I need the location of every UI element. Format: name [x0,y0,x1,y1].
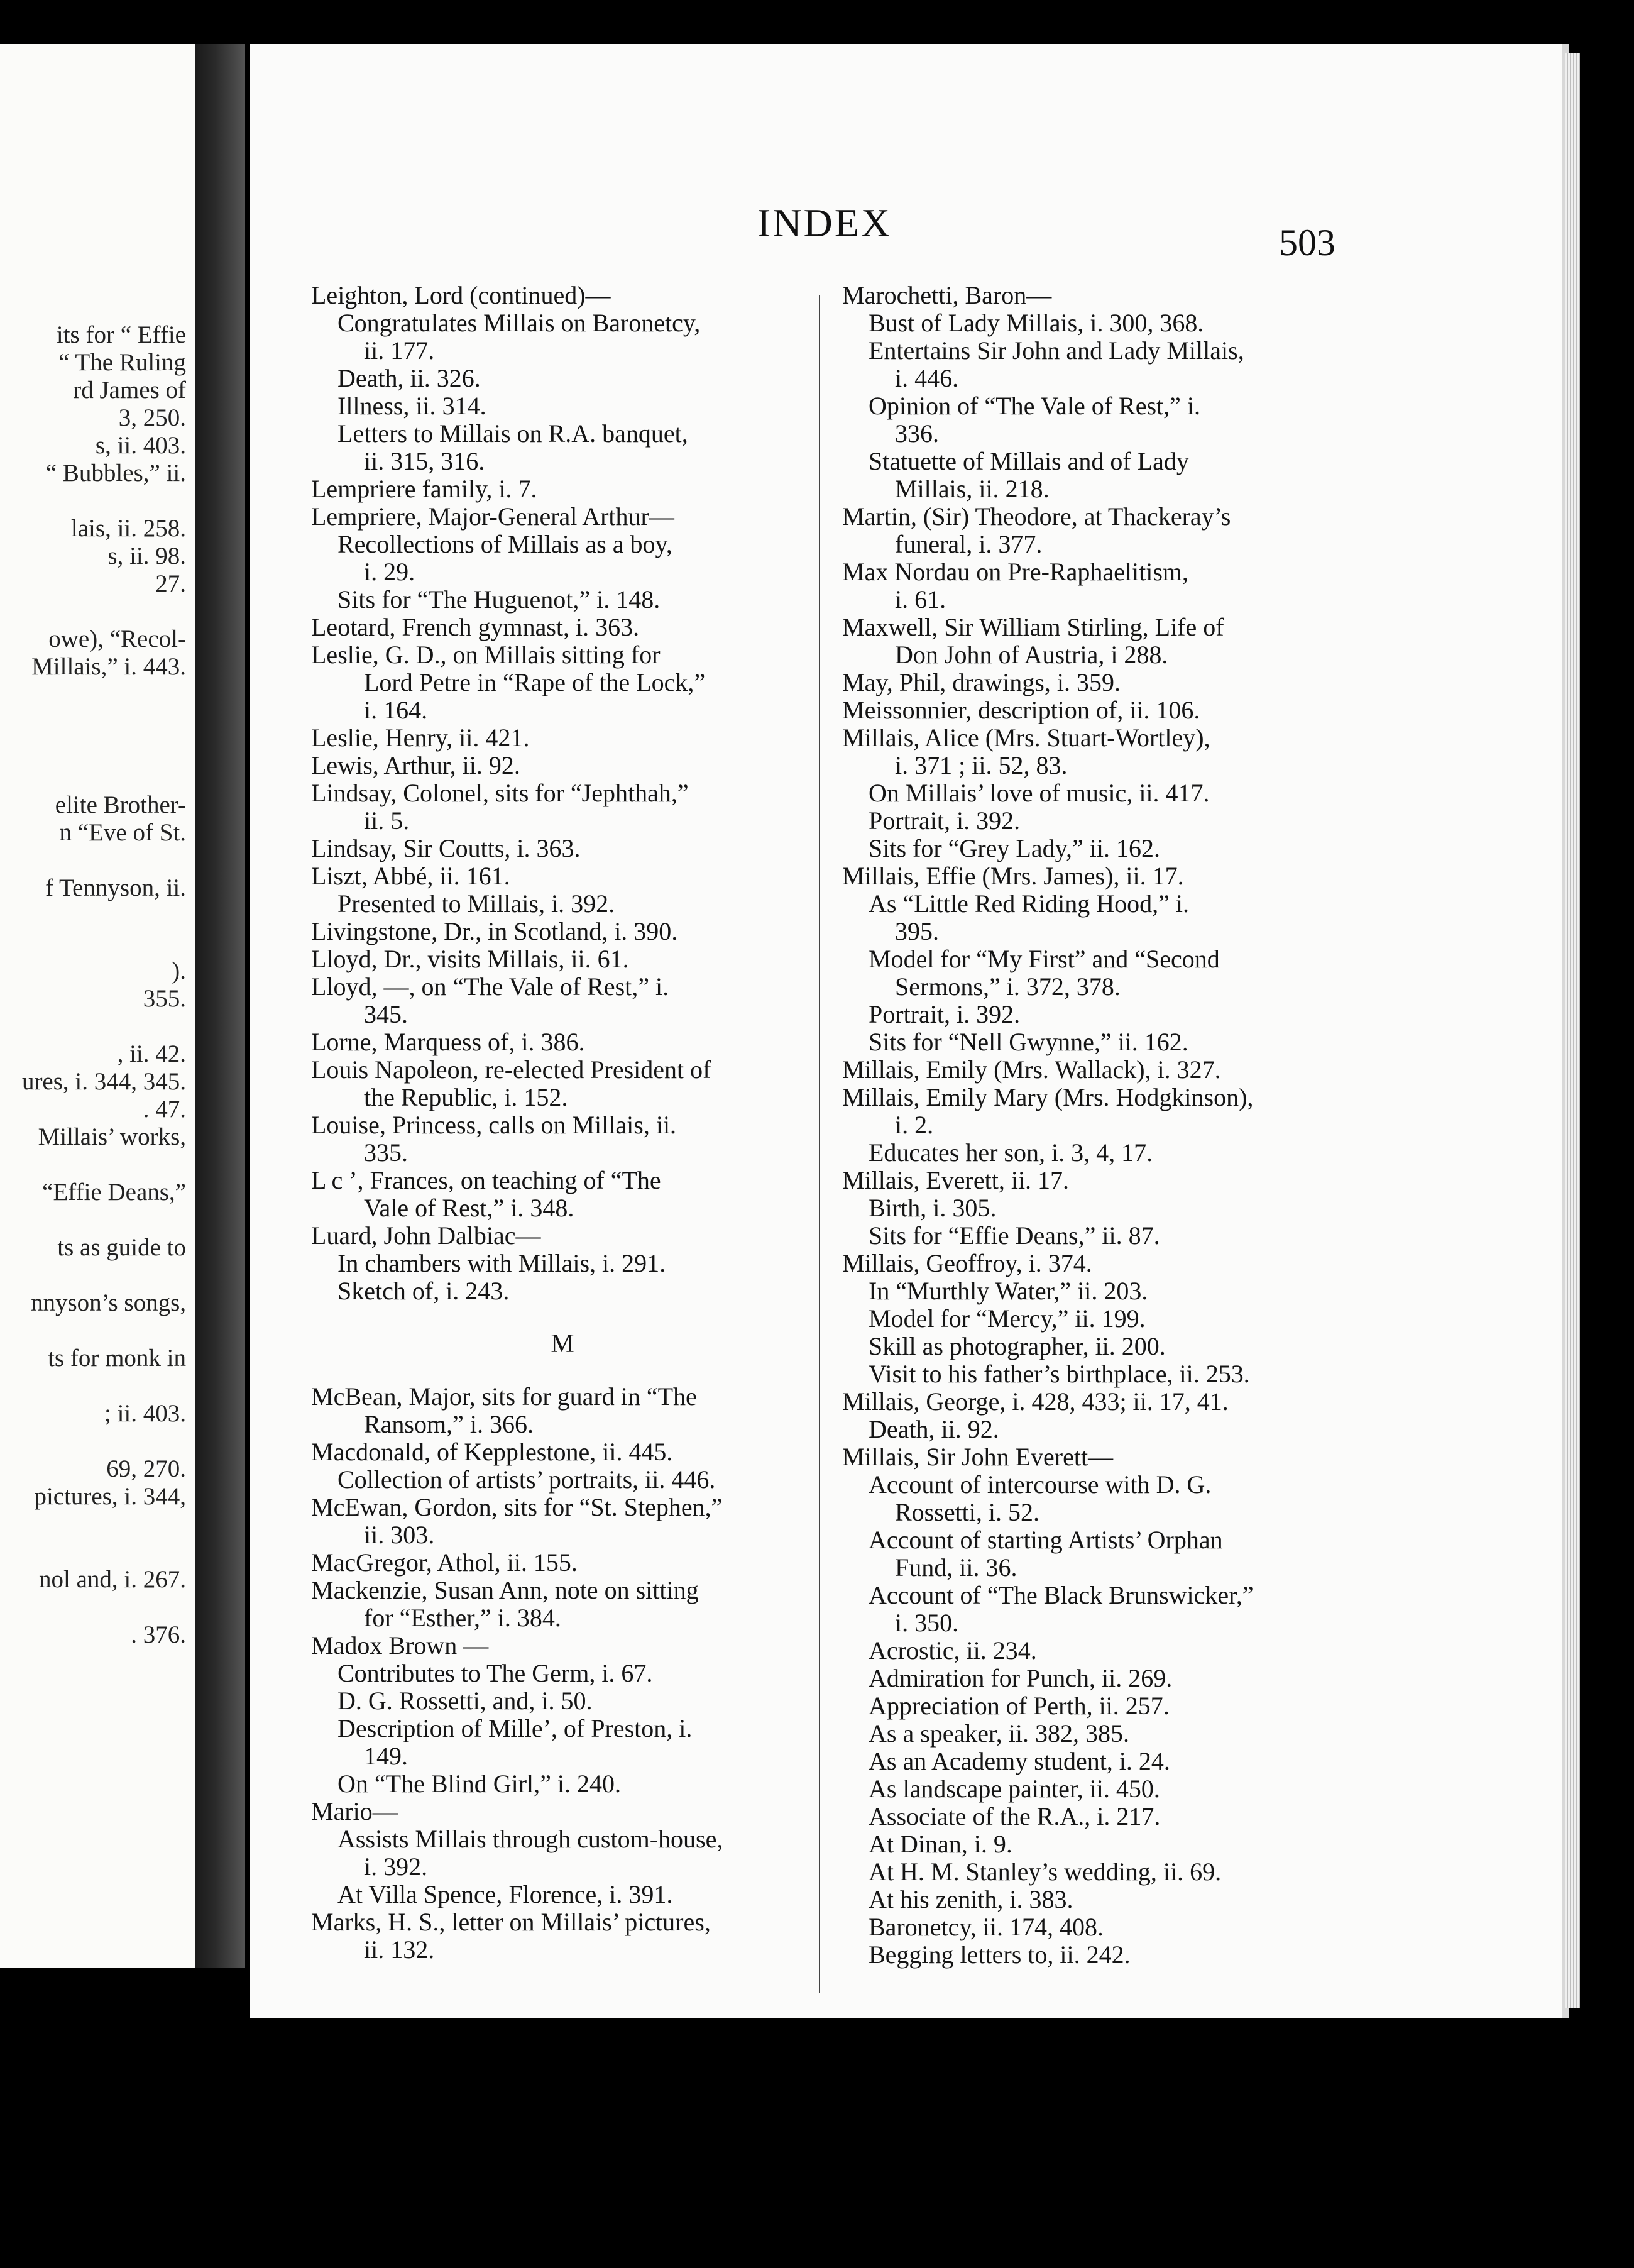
facing-page-text-fragment: nnyson’s songs, [30,1289,186,1316]
index-entry: Millais, George, i. 428, 433; ii. 17, 41. [842,1387,1229,1416]
index-entry: Millais, Sir John Everett— [842,1443,1114,1471]
facing-page-text-fragment: f Tennyson, ii. [45,874,186,901]
index-entry: Millais, Emily (Mrs. Wallack), i. 327. [842,1055,1221,1084]
index-subentry: At Dinan, i. 9. [869,1830,1012,1858]
index-subentry: On “The Blind Girl,” i. 240. [337,1770,622,1798]
facing-page-text-fragment: n “Eve of St. [59,819,186,846]
page-title: INDEX [757,201,892,245]
index-entry: Millais, Everett, ii. 17. [842,1166,1070,1194]
index-subentry: 345. [364,1000,408,1028]
index-entry: McBean, Major, sits for guard in “The [311,1382,697,1411]
facing-page-text-fragment: its for “ Effie [56,321,186,348]
index-subentry: 149. [364,1742,408,1770]
index-subentry: Account of starting Artists’ Orphan [869,1526,1223,1554]
index-subentry: for “Esther,” i. 384. [364,1604,561,1632]
index-subentry: i. 392. [364,1852,428,1881]
index-subentry: Contributes to The Germ, i. 67. [337,1659,653,1687]
facing-page-text-fragment: 3, 250. [118,404,186,431]
index-subentry: As an Academy student, i. 24. [869,1747,1170,1775]
index-subentry: the Republic, i. 152. [364,1083,568,1111]
index-entry: Lorne, Marquess of, i. 386. [311,1028,585,1056]
facing-page-text-fragment: s, ii. 98. [107,542,186,570]
index-subentry: Skill as photographer, ii. 200. [869,1332,1166,1360]
index-entry: Lloyd, Dr., visits Millais, ii. 61. [311,945,629,973]
index-subentry: Recollections of Millais as a boy, [337,530,672,558]
index-subentry: Ransom,” i. 366. [364,1410,534,1438]
index-subentry: funeral, i. 377. [895,530,1043,558]
index-subentry: Admiration for Punch, ii. 269. [869,1664,1173,1692]
index-entry: Leslie, Henry, ii. 421. [311,724,530,752]
index-subentry: Model for “Mercy,” ii. 199. [869,1304,1146,1333]
index-subentry: Sits for “The Huguenot,” i. 148. [337,585,661,614]
index-entry: Luard, John Dalbiac— [311,1221,541,1250]
index-subentry: Lord Petre in “Rape of the Lock,” [364,668,706,696]
index-entry: Millais, Emily Mary (Mrs. Hodgkinson), [842,1083,1254,1111]
index-subentry: Acrostic, ii. 234. [869,1636,1037,1665]
index-column-left [311,282,814,1964]
index-subentry: Opinion of “The Vale of Rest,” i. [869,392,1201,420]
index-entry: Louis Napoleon, re-elected President of [311,1055,711,1084]
index-entry: Louise, Princess, calls on Millais, ii. [311,1111,677,1139]
index-subentry: ii. 132. [364,1935,435,1964]
index-subentry: Sits for “Grey Lady,” ii. 162. [869,834,1160,862]
index-subentry: Appreciation of Perth, ii. 257. [869,1692,1170,1720]
section-letter-heading: M [551,1329,574,1358]
facing-page-text-fragment: Millais,” i. 443. [31,653,186,680]
index-subentry: ii. 315, 316. [364,447,485,475]
index-entry: Lloyd, —, on “The Vale of Rest,” i. [311,972,669,1001]
index-subentry: 395. [895,917,939,945]
index-subentry: Sits for “Effie Deans,” ii. 87. [869,1221,1160,1250]
book-gutter [195,44,245,1968]
index-subentry: Collection of artists’ portraits, ii. 446. [337,1465,716,1494]
index-subentry: Baronetcy, ii. 174, 408. [869,1913,1104,1941]
index-entry: Mario— [311,1797,398,1825]
facing-page-text-fragment: Millais’ works, [38,1123,186,1150]
index-subentry: i. 371 ; ii. 52, 83. [895,751,1068,779]
index-entry: Marks, H. S., letter on Millais’ pictures, [311,1908,711,1936]
page-stack-edge [1565,53,1580,2008]
index-subentry: ii. 5. [364,806,410,835]
index-subentry: Entertains Sir John and Lady Millais, [869,336,1244,365]
index-entry: Leslie, G. D., on Millais sitting for [311,641,661,669]
index-entry: MacGregor, Athol, ii. 155. [311,1548,578,1577]
index-subentry: Educates her son, i. 3, 4, 17. [869,1138,1153,1167]
index-subentry: Sits for “Nell Gwynne,” ii. 162. [869,1028,1188,1056]
index-subentry: 336. [895,419,939,448]
facing-page-text-fragment: ures, i. 344, 345. [21,1068,186,1095]
index-entry: McEwan, Gordon, sits for “St. Stephen,” [311,1493,723,1521]
index-entry: Macdonald, of Kepplestone, ii. 445. [311,1438,673,1466]
index-subentry: As “Little Red Riding Hood,” i. [869,889,1189,918]
facing-page-text-fragment: ; ii. 403. [104,1400,186,1427]
index-subentry: Sermons,” i. 372, 378. [895,972,1121,1001]
index-subentry: In chambers with Millais, i. 291. [337,1249,666,1277]
index-subentry: i. 446. [895,364,959,392]
index-subentry: Rossetti, i. 52. [895,1498,1040,1526]
index-subentry: Assists Millais through custom-house, [337,1825,723,1853]
index-subentry: 335. [364,1138,408,1167]
index-column-right [842,282,1345,1969]
index-subentry: Fund, ii. 36. [895,1553,1017,1582]
index-subentry: i. 2. [895,1111,934,1139]
index-entry: Martin, (Sir) Theodore, at Thackeray’s [842,502,1231,531]
facing-page-text-fragment: rd James of [73,377,186,404]
facing-page-text-fragment: “ Bubbles,” ii. [45,460,186,487]
facing-page-text-fragment: lais, ii. 258. [70,515,186,542]
index-entry: Leotard, French gymnast, i. 363. [311,613,640,641]
index-subentry: Presented to Millais, i. 392. [337,889,615,918]
index-subentry: Congratulates Millais on Baronetcy, [337,309,701,337]
column-divider [819,295,820,1993]
index-subentry: Don John of Austria, i 288. [895,641,1168,669]
facing-page-text-fragment: . 376. [131,1621,186,1648]
facing-page-text-fragment: pictures, i. 344, [34,1483,186,1510]
index-subentry: ii. 303. [364,1521,435,1549]
index-subentry: ii. 177. [364,336,435,365]
index-entry: Liszt, Abbé, ii. 161. [311,862,510,890]
facing-page-text-fragment: 69, 270. [106,1455,186,1482]
facing-page-text-fragment: “ The Ruling [58,349,186,376]
index-subentry: Associate of the R.A., i. 217. [869,1802,1161,1830]
index-subentry: i. 164. [364,696,428,724]
index-subentry: Death, ii. 326. [337,364,481,392]
index-subentry: Bust of Lady Millais, i. 300, 368. [869,309,1204,337]
facing-page-text-fragment: ts for monk in [48,1345,186,1372]
index-subentry: Statuette of Millais and of Lady [869,447,1189,475]
index-entry: Lempriere, Major-General Arthur— [311,502,674,531]
index-subentry: Death, ii. 92. [869,1415,999,1443]
index-subentry: As landscape painter, ii. 450. [869,1775,1160,1803]
index-subentry: D. G. Rossetti, and, i. 50. [337,1687,593,1715]
index-entry: Mackenzie, Susan Ann, note on sitting [311,1576,699,1604]
index-subentry: Portrait, i. 392. [869,1000,1021,1028]
index-subentry: i. 29. [364,558,415,586]
index-subentry: As a speaker, ii. 382, 385. [869,1719,1129,1748]
index-subentry: At Villa Spence, Florence, i. 391. [337,1880,673,1908]
index-subentry: At H. M. Stanley’s wedding, ii. 69. [869,1858,1222,1886]
index-subentry: On Millais’ love of music, ii. 417. [869,779,1210,807]
facing-page-text-fragment: ts as guide to [57,1234,186,1261]
index-subentry: At his zenith, i. 383. [869,1885,1073,1913]
index-subentry: Model for “My First” and “Second [869,945,1220,973]
index-entry: May, Phil, drawings, i. 359. [842,668,1121,696]
index-subentry: Account of intercourse with D. G. [869,1470,1212,1499]
index-subentry: i. 350. [895,1609,959,1637]
index-subentry: Letters to Millais on R.A. banquet, [337,419,688,448]
index-subentry: Visit to his father’s birthplace, ii. 253. [869,1360,1250,1388]
index-subentry: i. 61. [895,585,946,614]
facing-page-text-fragment: “Effie Deans,” [42,1179,186,1206]
index-entry: Meissonnier, description of, ii. 106. [842,696,1200,724]
facing-page-text-fragment: s, ii. 403. [95,432,186,459]
facing-page-text-fragment: , ii. 42. [117,1040,186,1067]
index-entry: Madox Brown — [311,1631,489,1660]
facing-page-text-fragment: nol and, i. 267. [39,1566,186,1593]
index-subentry: Millais, ii. 218. [895,475,1050,503]
index-entry: Maxwell, Sir William Stirling, Life of [842,613,1224,641]
index-subentry: Vale of Rest,” i. 348. [364,1194,574,1222]
index-subentry: In “Murthly Water,” ii. 203. [869,1277,1148,1305]
facing-page-text-fragment: 355. [143,985,186,1012]
index-entry: Lindsay, Sir Coutts, i. 363. [311,834,581,862]
index-entry: Livingstone, Dr., in Scotland, i. 390. [311,917,678,945]
index-entry: Millais, Geoffroy, i. 374. [842,1249,1092,1277]
page-number: 503 [1279,222,1335,263]
index-entry: Max Nordau on Pre-Raphaelitism, [842,558,1188,586]
facing-page-text-fragment: elite Brother- [55,791,186,818]
index-entry: L c ’, Frances, on teaching of “The [311,1166,661,1194]
facing-page-text-fragment: 27. [155,570,186,597]
facing-page-text-fragment: ). [172,957,186,984]
index-subentry: Illness, ii. 314. [337,392,486,420]
index-subentry: Description of Mille’, of Preston, i. [337,1714,693,1742]
index-entry: Lewis, Arthur, ii. 92. [311,751,520,779]
index-entry: Leighton, Lord (continued)— [311,281,611,309]
index-entry: Marochetti, Baron— [842,281,1052,309]
index-entry: Lempriere family, i. 7. [311,475,537,503]
index-subentry: Sketch of, i. 243. [337,1277,510,1305]
left-page-fragment [0,44,199,1968]
index-entry: Lindsay, Colonel, sits for “Jephthah,” [311,779,689,807]
index-entry: Millais, Alice (Mrs. Stuart-Wortley), [842,724,1210,752]
index-entry: Millais, Effie (Mrs. James), ii. 17. [842,862,1184,890]
index-subentry: Portrait, i. 392. [869,806,1021,835]
facing-page-text-fragment: owe), “Recol- [48,625,186,652]
index-subentry: Begging letters to, ii. 242. [869,1940,1131,1969]
index-subentry: Birth, i. 305. [869,1194,997,1222]
facing-page-text-fragment: . 47. [143,1096,186,1123]
index-subentry: Account of “The Black Brunswicker,” [869,1581,1254,1609]
